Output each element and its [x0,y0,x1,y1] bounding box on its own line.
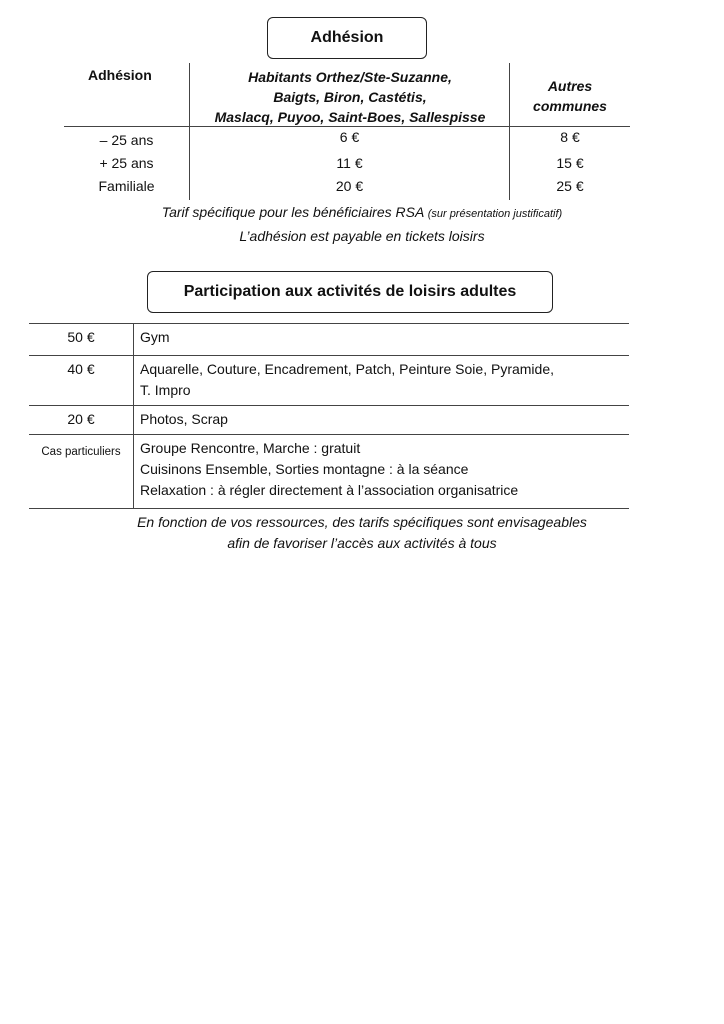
activity-list [134,356,630,406]
tickets-note: L’adhésion est payable en tickets loisirs [239,228,485,244]
rsa-note-main: Tarif spécifique pour les bénéficiaires RSA [161,204,428,220]
activity-line: Aquarelle, Couture, Encadrement, Patch, Peinture Soie, Pyramide, [140,361,554,377]
row-local-price: 20 € [335,178,364,194]
row-local-price: 11 € [336,155,363,171]
row-other-price: 8 € [560,129,580,145]
local-header-line: Baigts, Biron, Castétis, [273,89,427,105]
adhesion-title: Adhésion [267,17,427,59]
row-label: Familiale [98,178,155,194]
activity-line: T. Impro [140,382,191,398]
activity-line: Photos, Scrap [140,411,228,427]
resources-note-line: En fonction de vos ressources, des tarifs spécifiques sont envisageables [137,514,587,530]
activity-list [134,324,630,356]
other-header-line: Autres [547,78,593,94]
activity-line: Relaxation : à régler directement à l’association organisatrice [140,482,519,498]
other-header-line: communes [533,98,607,114]
resources-note-line: afin de favoriser l’accès aux activités à tous [227,535,497,551]
table-row [29,435,629,509]
activity-list [134,406,630,435]
row-other-price: 15 € [556,155,584,171]
row-label: + 25 ans [99,155,154,171]
table-row [29,356,629,406]
local-header-line: Habitants Orthez/Ste-Suzanne, [248,69,452,85]
activity-list [134,435,630,509]
resources-note [0,512,724,554]
activities-table [29,323,629,509]
local-communes-header [190,67,510,127]
local-header-line: Maslacq, Puyoo, Saint-Boes, Sallespisse [214,109,486,125]
row-label: – 25 ans [99,132,154,148]
header-rule [64,126,630,127]
table-row [29,324,629,356]
rsa-note [0,204,724,220]
activity-price: 40 € [29,356,134,406]
activity-line: Gym [140,329,170,345]
activity-line: Cuisinons Ensemble, Sorties montagne : à la séance [140,461,469,477]
row-local-price: 6 € [339,129,360,145]
participation-title: Participation aux activités de loisirs adultes [147,271,553,313]
row-other-price: 25 € [556,178,584,194]
table-row [29,406,629,435]
activity-line: Groupe Rencontre, Marche : gratuit [140,440,361,456]
activity-price: 50 € [29,324,134,356]
other-communes-header [510,76,630,116]
adhesion-col-header: Adhésion [88,67,152,83]
activity-price: 20 € [29,406,134,435]
rsa-note-small: (sur présentation justificatif) [427,208,563,220]
activity-price: Cas particuliers [29,435,134,509]
